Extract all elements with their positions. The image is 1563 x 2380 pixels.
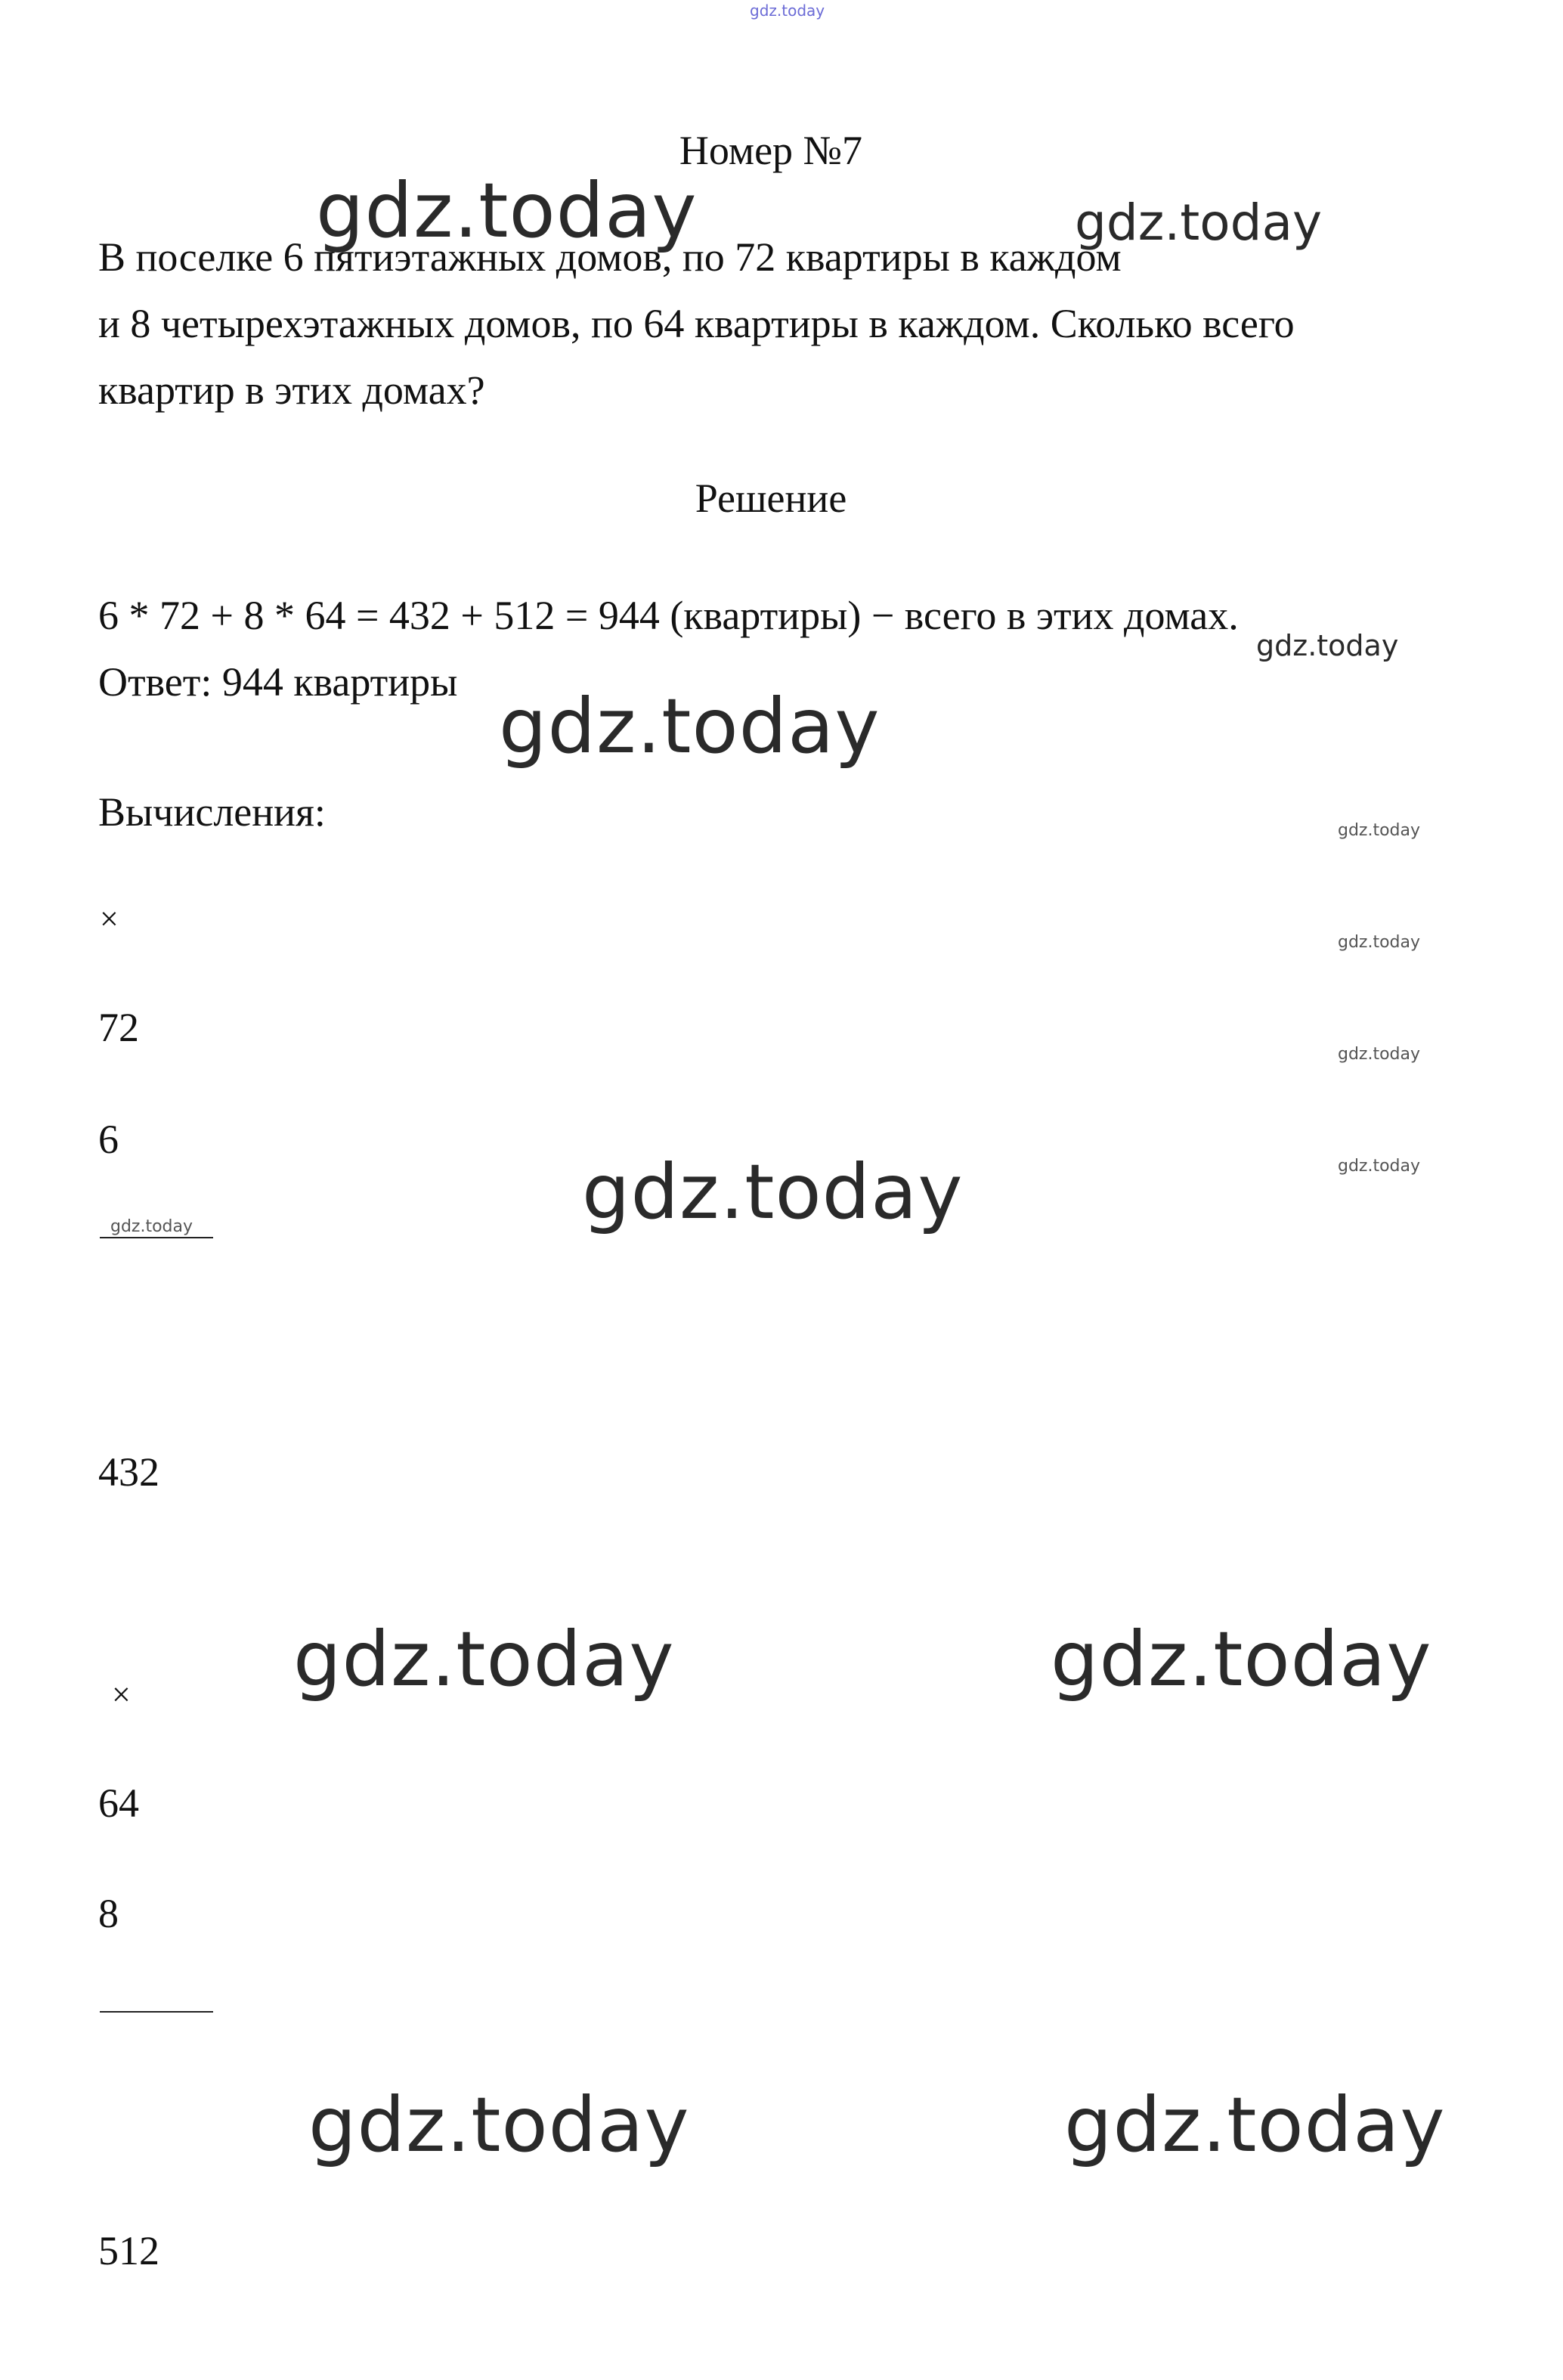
watermark-9: gdz.today (582, 1148, 964, 1236)
watermark-10: gdz.today (110, 1217, 193, 1236)
watermark-top: gdz.today (750, 2, 825, 20)
calc-rule-2 (100, 2011, 213, 2013)
calc-rule-1 (100, 1237, 213, 1238)
calculations-label: Вычисления: (98, 789, 326, 835)
problem-line-3: квартир в этих домах? (98, 367, 485, 413)
watermark-12: gdz.today (1051, 1615, 1432, 1703)
multiplier-2: 8 (98, 1891, 119, 1936)
watermark-3: gdz.today (1256, 629, 1399, 662)
watermark-1: gdz.today (316, 166, 698, 255)
page-title: Номер №7 (679, 128, 863, 173)
solution-equation: 6 * 72 + 8 * 64 = 432 + 512 = 944 (квартиры) − всего в этих домах. (98, 593, 1239, 638)
problem-line-1: В поселке 6 пятиэтажных домов, по 72 квартиры в каждом (98, 234, 1122, 280)
multiplicand-2: 64 (98, 1780, 139, 1826)
watermark-13: gdz.today (308, 2081, 690, 2169)
watermark-4: gdz.today (499, 682, 881, 770)
result-2: 512 (98, 2228, 159, 2273)
solution-heading: Решение (695, 476, 847, 521)
watermark-7: gdz.today (1338, 1045, 1421, 1064)
solution-answer: Ответ: 944 квартиры (98, 659, 458, 705)
watermark-11: gdz.today (293, 1615, 675, 1703)
problem-line-2: и 8 четырехэтажных домов, по 64 квартиры в каждом. Сколько всего (98, 301, 1295, 346)
watermark-6: gdz.today (1338, 933, 1421, 952)
watermark-5: gdz.today (1338, 821, 1421, 840)
watermark-2: gdz.today (1075, 194, 1323, 252)
multiplicand-1: 72 (98, 1005, 139, 1050)
multiply-sign-2: × (112, 1676, 131, 1713)
multiplier-1: 6 (98, 1117, 119, 1162)
watermark-14: gdz.today (1064, 2081, 1446, 2169)
multiply-sign-1: × (100, 900, 119, 937)
result-1: 432 (98, 1449, 159, 1495)
watermark-8: gdz.today (1338, 1157, 1421, 1176)
